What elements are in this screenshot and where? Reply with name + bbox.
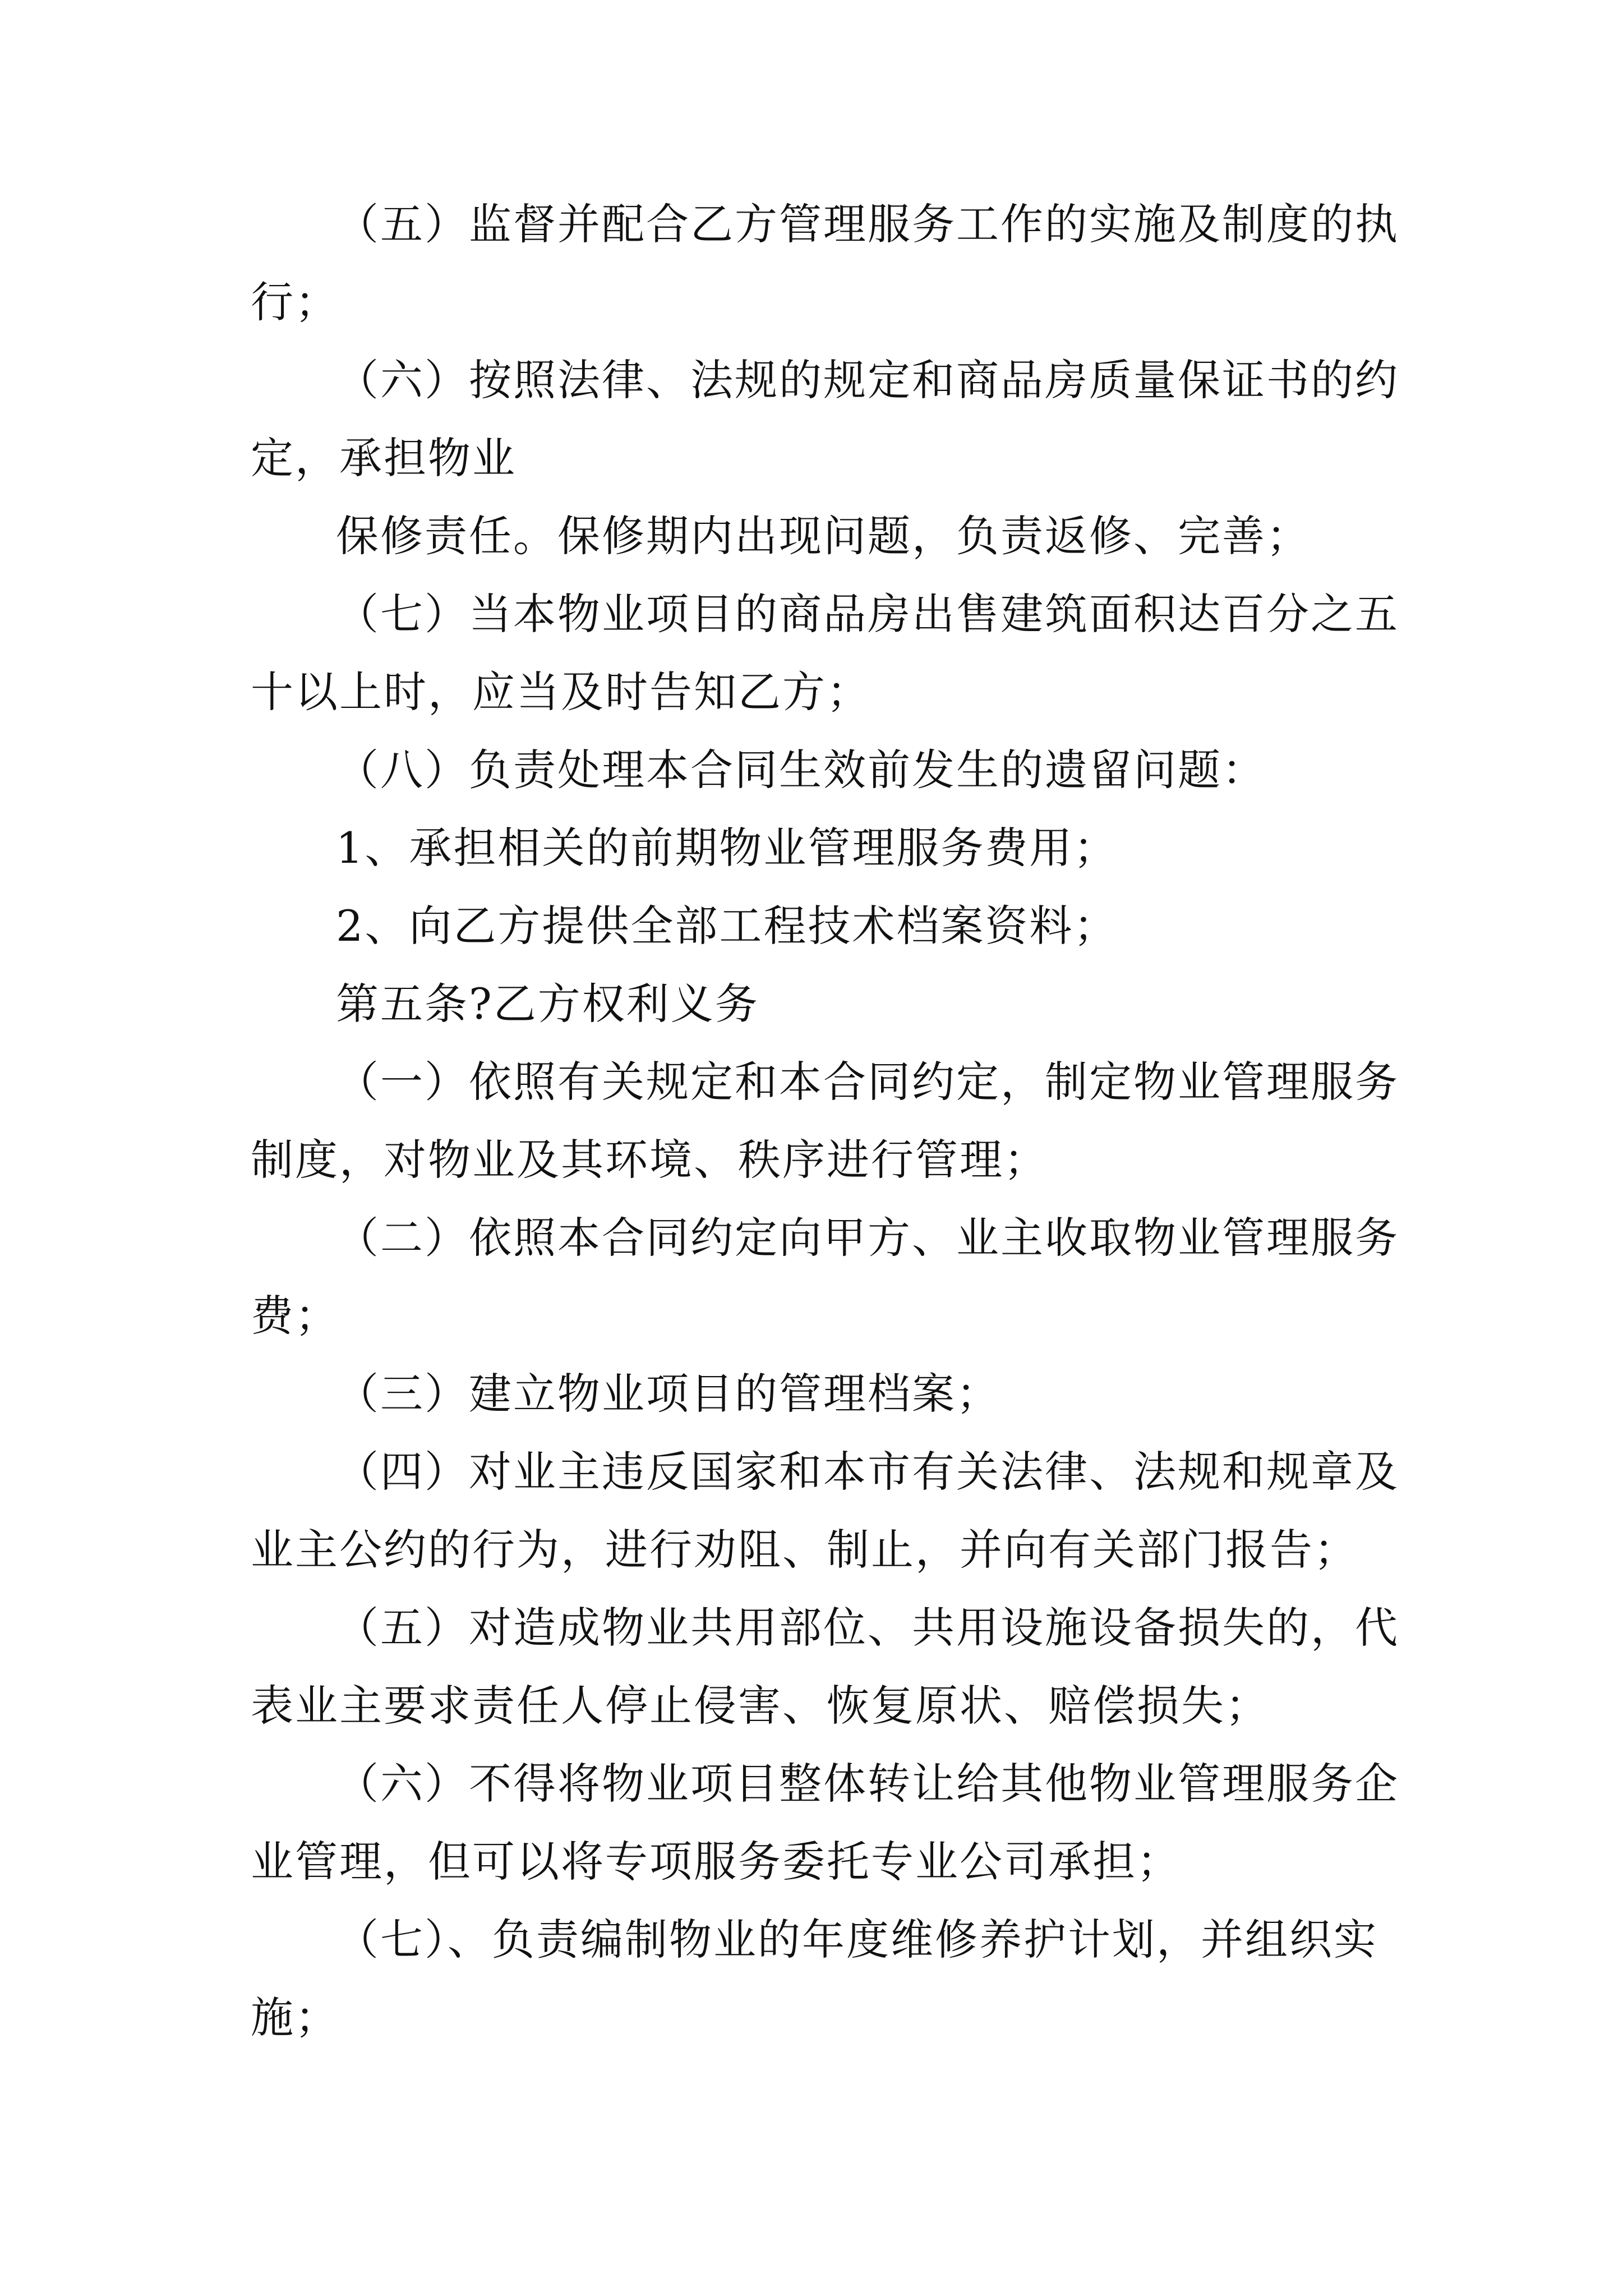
document-line: 2、向乙方提供全部工程技术档案资料； (336, 901, 1118, 951)
document-line: 第五条?乙方权利义务 (336, 979, 759, 1029)
document-line: （一）依照有关规定和本合同约定，制定物业管理服务 (336, 1057, 1399, 1107)
document-line: 十以上时，应当及时告知乙方； (251, 667, 871, 717)
document-line: 费； (251, 1291, 339, 1341)
document-line: 定，承担物业 (251, 433, 517, 483)
document-line: 保修责任。保修期内出现问题，负责返修、完善； (336, 511, 1311, 561)
document-line: 表业主要求责任人停止侵害、恢复原状、赔偿损失； (251, 1681, 1270, 1731)
document-line: 施； (251, 1993, 339, 2042)
document-line: （四）对业主违反国家和本市有关法律、法规和规章及 (336, 1447, 1399, 1497)
document-line: 制度，对物业及其环境、秩序进行管理； (251, 1135, 1048, 1185)
document-line: （六）按照法律、法规的规定和商品房质量保证书的约 (336, 355, 1399, 405)
document-body (251, 185, 1399, 2056)
document-line: （七）当本物业项目的商品房出售建筑面积达百分之五 (336, 589, 1399, 639)
document-line: （八）负责处理本合同生效前发生的遗留问题： (336, 745, 1266, 795)
document-line: （五）监督并配合乙方管理服务工作的实施及制度的执 (336, 199, 1399, 249)
document-line: （六）不得将物业项目整体转让给其他物业管理服务企 (336, 1759, 1399, 1809)
document-line: （五）对造成物业共用部位、共用设施设备损失的，代 (336, 1603, 1399, 1653)
document-line: 行； (251, 277, 339, 327)
document-line: （七）、负责编制物业的年度维修养护计划，并组织实 (336, 1915, 1378, 1964)
document-line: 1、承担相关的前期物业管理服务费用； (336, 823, 1118, 873)
document-line: 业主公约的行为，进行劝阻、制止，并向有关部门报告； (251, 1525, 1358, 1575)
document-line: 业管理，但可以将专项服务委托专业公司承担； (251, 1837, 1181, 1887)
document-line: （三）建立物业项目的管理档案； (336, 1369, 1000, 1419)
document-line: （二）依照本合同约定向甲方、业主收取物业管理服务 (336, 1213, 1399, 1263)
